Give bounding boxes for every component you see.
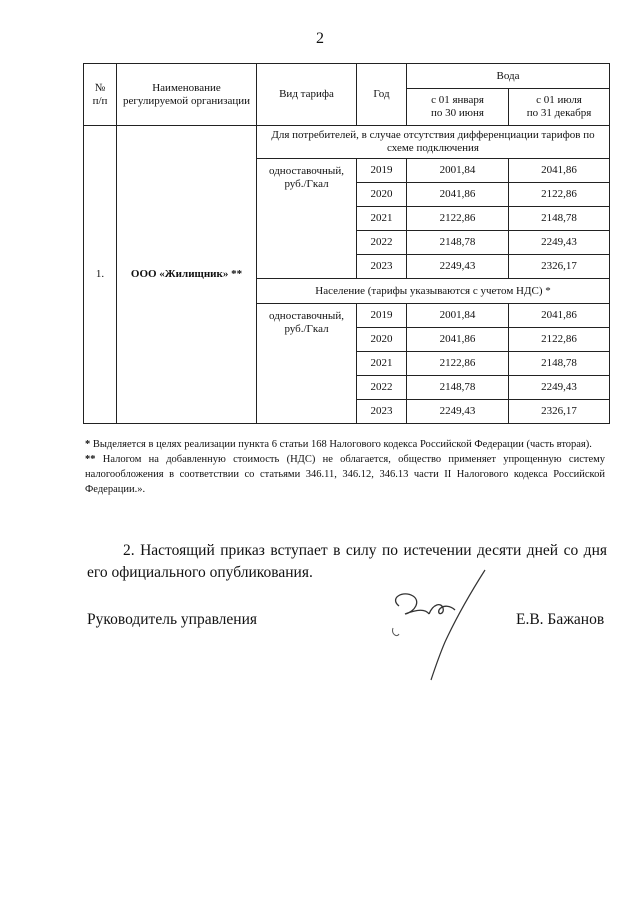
- signatory-name: Е.В. Бажанов: [516, 611, 605, 628]
- table-body: [84, 126, 610, 424]
- header-water: Вода: [407, 64, 610, 89]
- year-cell: 2023: [357, 255, 407, 279]
- tariff-value: 2249,43: [407, 255, 509, 279]
- header-tariff-type: Вид тарифа: [257, 64, 357, 126]
- tariff-value: 2122,86: [509, 328, 610, 352]
- year-cell: 2023: [357, 400, 407, 424]
- page-number: 2: [316, 30, 324, 47]
- tariff-value: 2122,86: [407, 207, 509, 231]
- signatory-title: Руководитель управления: [87, 611, 258, 628]
- tariff-value: 2249,43: [509, 376, 610, 400]
- organization-name: ООО «Жилищник» **: [117, 126, 257, 424]
- tariff-value: 2148,78: [407, 231, 509, 255]
- tariff-value: 2148,78: [509, 207, 610, 231]
- tariff-value: 2249,43: [509, 231, 610, 255]
- year-cell: 2021: [357, 207, 407, 231]
- year-cell: 2020: [357, 328, 407, 352]
- tariff-value: 2041,86: [407, 328, 509, 352]
- tariff-type: одноставочный, руб./Гкал: [257, 304, 357, 424]
- header-period-1: с 01 января по 30 июня: [407, 89, 509, 126]
- footnote: * Выделяется в целях реализации пункта 6 статьи 168 Налогового кодекса Российской Федерации (часть вторая).: [85, 439, 592, 450]
- year-cell: 2020: [357, 183, 407, 207]
- year-cell: 2022: [357, 231, 407, 255]
- tariff-value: 2326,17: [509, 255, 610, 279]
- handwritten-signature: [385, 568, 495, 688]
- tariff-value: 2249,43: [407, 400, 509, 424]
- tariff-value: 2122,86: [407, 352, 509, 376]
- order-clause: 2. Настоящий приказ вступает в силу по истечении десяти дней со дня его официального опубликования.: [87, 542, 607, 581]
- tariff-value: 2001,84: [407, 159, 509, 183]
- footnotes: [85, 437, 605, 497]
- header-year: Год: [357, 64, 407, 126]
- group-title: Для потребителей, в случае отсутствия дифференциации тарифов по схеме подключения: [257, 126, 610, 159]
- year-cell: 2019: [357, 159, 407, 183]
- header-org: Наименование регулируемой организации: [117, 64, 257, 126]
- header-period-2: с 01 июля по 31 декабря: [509, 89, 610, 126]
- tariff-value: 2326,17: [509, 400, 610, 424]
- group-title: Население (тарифы указываются с учетом НДС) *: [257, 279, 610, 304]
- tariff-value: 2041,86: [509, 159, 610, 183]
- tariff-value: 2148,78: [407, 376, 509, 400]
- tariff-value: 2041,86: [407, 183, 509, 207]
- tariff-value: 2122,86: [509, 183, 610, 207]
- row-number: 1.: [84, 126, 117, 424]
- tariff-value: 2001,84: [407, 304, 509, 328]
- tariff-type: одноставочный, руб./Гкал: [257, 159, 357, 279]
- year-cell: 2019: [357, 304, 407, 328]
- tariff-table: [83, 63, 610, 424]
- year-cell: 2021: [357, 352, 407, 376]
- header-num: № п/п: [84, 64, 117, 126]
- year-cell: 2022: [357, 376, 407, 400]
- tariff-value: 2041,86: [509, 304, 610, 328]
- tariff-value: 2148,78: [509, 352, 610, 376]
- footnote: ** Налогом на добавленную стоимость (НДС) не облагается, общество применяет упрощенную систему налогообложения в соответствии со статьями 346.11, 346.12, 346.13 части II Налогового кодекса Российской Федерации.».: [85, 454, 606, 495]
